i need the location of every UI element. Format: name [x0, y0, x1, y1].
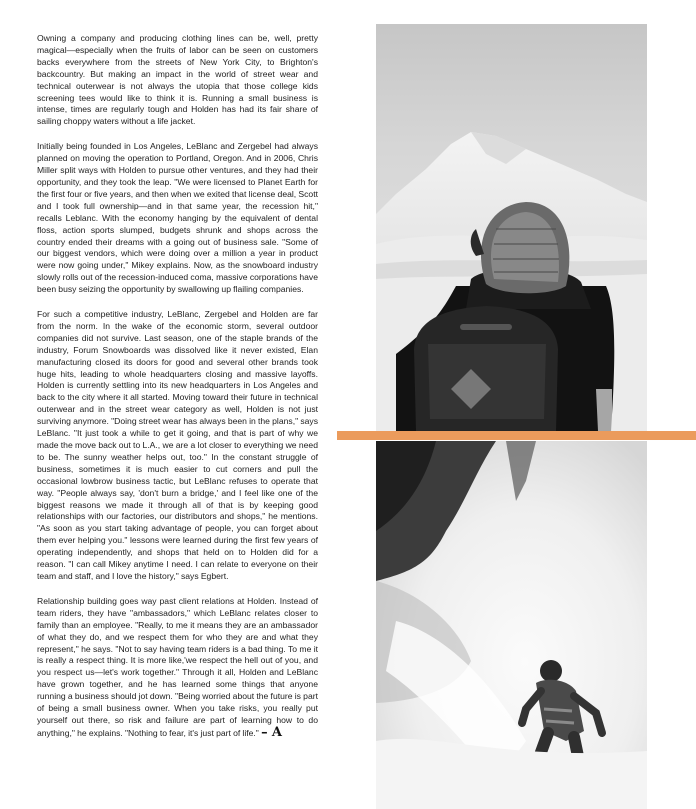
snowboarder-powder-photo	[376, 441, 647, 809]
paragraph-4-text: Relationship building goes way past client relations at Holden. Instead of team riders, they have "ambassadors," which LeBlanc relates closer to family than an employee. "Really, to me it means they are an ambassador of what they do, and we respect them for who they are and what they represent," he says. "Not to say having team riders is a bad thing. To me it is really a respect thing. It is more like,'we respect the hell out of you, and you respect us—let's work together." Through it all, Holden and LeBlanc have grown together, and he has learned some things that anyone running a business should jot down. "Being worried about the future is part of being a small business owner. When you take risks, you really put yourself out there, so risk and failure are part of learning how to do anything," he explains. "Nothing to fear, it's just part of life."	[37, 595, 318, 738]
paragraph-4	[37, 596, 318, 740]
accent-stripe	[337, 431, 696, 440]
paragraph-1: Owning a company and producing clothing lines can be, well, pretty magical—especially when the fruits of labor can be seen on customers backs everywhere from the streets of New York City, to Brighton's backcountry. But making an impact in the world of street wear and technical outerwear is not always the utopia that those college kids screening tees would like to think it is. Running a small business is intense, times are regularly tough and Holden has had its fair share of sailing choppy waters without a life jacket.	[37, 33, 318, 127]
signoff-mark: – A	[261, 724, 282, 740]
paragraph-2: Initially being founded in Los Angeles, LeBlanc and Zergebel had always planned on moving the operation to Portland, Oregon. And in 2006, Chris Miller split ways with Holden to pursue other ventures, and they had their opportunity, and they took the leap. "We were licensed to Planet Earth for the first four or five years, and then when we exited that license deal, Scott and I took full ownership—and in that same year, the recession hit," recalls Leblanc. With the economy hanging by the equivalent of dental floss, action sports slumped, budgets shrunk and shops across the country ended their dreams with a going out of business sale. "Some of our biggest vendors, which were doing over a million a year in product were now going under," Mikey explains. Now, as the snowboard industry slowly rolls out of the recession-induced coma, massive corporations have been busy seizing the opportunity by swallowing up flailing companies.	[37, 141, 318, 295]
article-body	[37, 33, 318, 753]
paragraph-3: For such a competitive industry, LeBlanc, Zergebel and Holden are far from the norm. In the wake of the economic storm, several outdoor companies did not survive. Last season, one of the staple brands of the industry, Forum Snowboards was dissolved like it never existed, Elan manufacturing closed its doors for good and several other brands took huge hits, leading to whole headquarters closing and massive layoffs. Holden is currently settling into its new headquarters in Los Angeles and back to the city where it all started. Moving toward their future in technical outerwear and in the street wear category as well, Holden is not just surviving anymore. "Doing street wear has always been in the plans," says LeBlanc. "It just took a while to get it going, and that is part of why we made the move back out to L.A., we are a lot closer to everything we need to be. The sunny weather helps out, too." In the constant struggle of business, sometimes it is much easier to cut corners and pull the occasional lowbrow business tactic, but LeBlanc refuses to operate that way. "People always say, 'don't burn a bridge,' and I feel like one of the biggest reasons we made it through all of that is by keeping good relationships with our factories, our distributors and shops," he mentions. "As soon as you start taking advantage of people, you can forget about them ever helping you." lessons were learned during the first few years of operating independently, and shops that held on to Holden did for a reason. "I can call Mikey anytime I need. I can relate to everyone on their team and staff, and I love the history," says Egbert.	[37, 309, 318, 581]
hooded-rider-photo	[376, 24, 647, 431]
person-hood-backpack-icon	[376, 24, 647, 431]
snowboarder-spray-icon	[376, 441, 647, 809]
